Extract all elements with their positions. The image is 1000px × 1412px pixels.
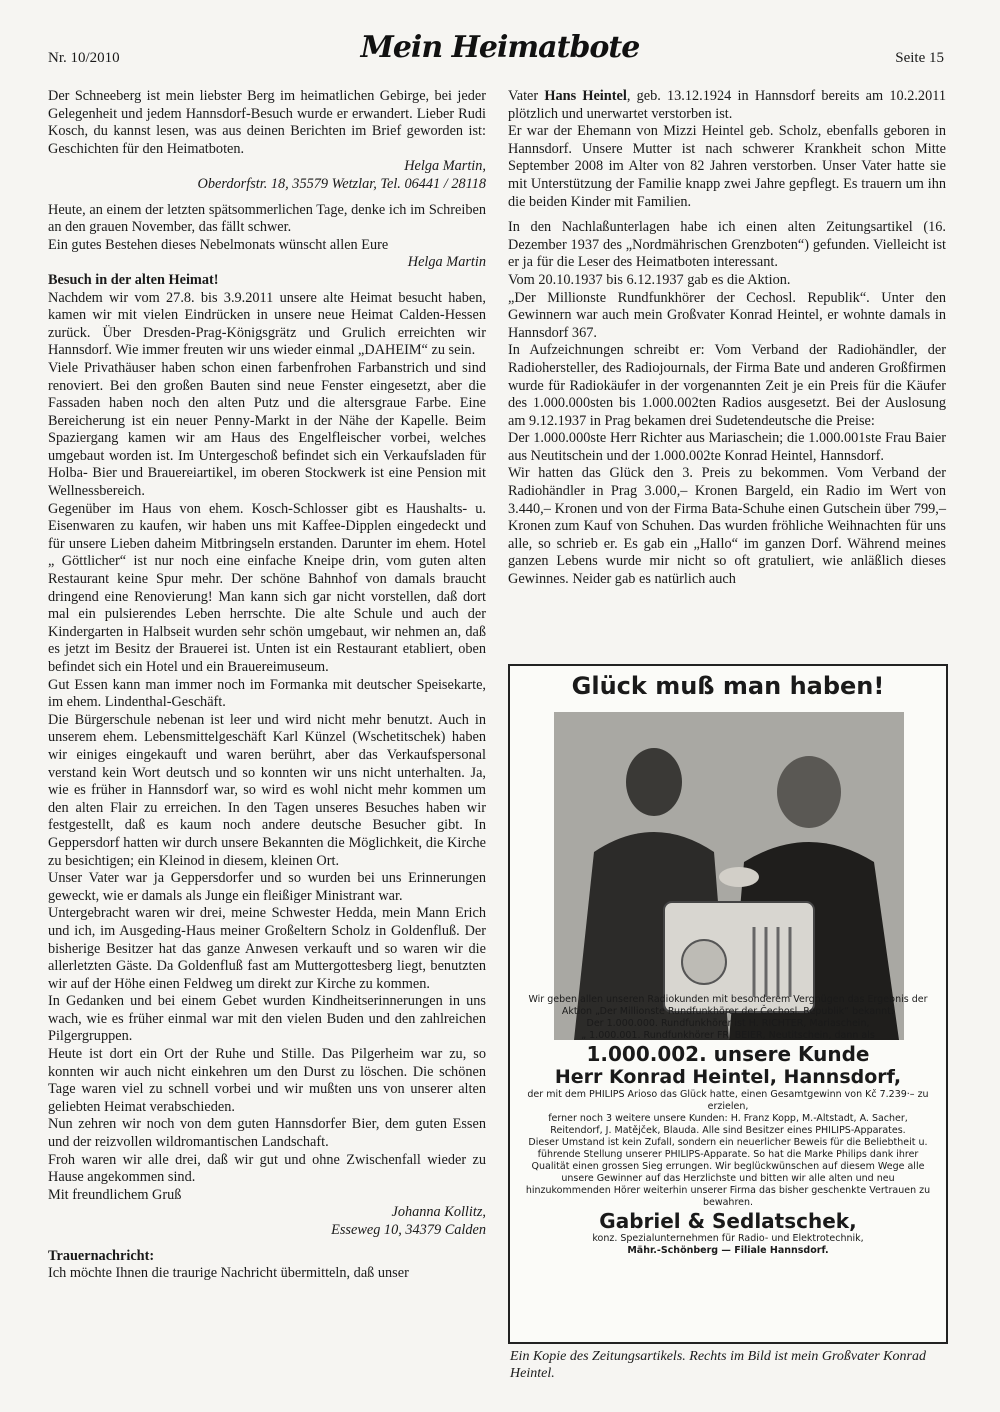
image-caption: Ein Kopie des Zeitungsartikels. Rechts im Bild ist mein Großvater Konrad Heintel. (510, 1349, 926, 1381)
paragraph: Nun zehren wir noch von dem guten Hannsdorfer Bier, dem guten Essen und der reizvollen wildromantischen Landschaft. (48, 1116, 486, 1151)
clipping-title: Glück muß man haben! (571, 672, 885, 700)
paragraph: Viele Privathäuser haben schon einen farbenfrohen Farbanstrich und sind renoviert. Bei den großen Bauten sind neue Fenster eingesetzt, aber die Fassaden haben noch den alten Putz und die altersgraue Farbe. Eine Bereicherung ist ein neuer Penny-Markt in der Nähe der Kapelle. Beim Spaziergang kamen wir am Haus des Engelfleischer vorbei, welches umgebaut worden ist. Im Untergeschoß befindet sich ein Verkaufsladen für Holba- Bier und Brauereiartikel, im oberen Stockwerk ist eine Pension mit Wellnessbereich. (48, 359, 486, 500)
paragraph: In den Nachlaßunterlagen habe ich einen alten Zeitungsartikel (16. Dezember 1937 des „Nordmährischen Grenzboten“) gefunden. Vielleicht ist er ja für die Leser des Heimatboten interessant. (508, 219, 946, 271)
clipping-text: Dieser Umstand ist kein Zufall, sondern ein neuerlicher Beweis für die Beliebtheit u. führende Stellung unserer PHILIPS-Apparate. So hat die Marke Philips dank ihrer Qualität einen grossen Sieg errungen. Wir beglückwünschen auf diesem Wege alle unsere Gewinner auf das Herzlichste und bitten wir alle alten und neu hinzukommenden Hörer weiterhin unserer Firma das bisher geschenkte Vertrauen zu bewahren. (525, 1137, 931, 1208)
clipping-text: Der 1.000.000. Rundfunkhörer ist H. RICHTER, Mariaschein, (586, 1018, 870, 1029)
issue-number: Nr. 10/2010 (48, 50, 120, 66)
signature-name: Johanna Kollitz, (391, 1204, 486, 1221)
paragraph: Ich möchte Ihnen die traurige Nachricht übermitteln, daß unser (48, 1265, 409, 1282)
clipping-text: „ 1.000.001. Rundfunkhörer FR. BEIER, Neutitschein, dann als (581, 1030, 875, 1041)
section-heading: Besuch in der alten Heimat! (48, 271, 219, 288)
clipping-photo (554, 712, 904, 1040)
text-span: Vater (508, 88, 545, 104)
paragraph: Die Bürgerschule nebenan ist leer und wird nicht mehr benutzt. Auch in unserem ehem. Lebensmittelgeschäft Karl Künzel (Wschetitschek) haben wir einiges eingekauft und waren berührt, aber das Verkaufspersonal verstand kein Wort deutsch und so konnten wir uns nicht unterhalten. Ja, wie es früher in Hannsdorf war, so wird es wohl nicht mehr kommen um den alten Flair zu erreichen. In den Tagen unseres Besuches haben wir festgestellt, daß es kaum noch andere deutsche Besucher gibt. In Geppersdorf hatten wir durch unsere Bekannten die Möglichkeit, die Kirche zu besichtigen; ein Kleinod in diesem, kleinen Ort. (48, 711, 486, 869)
signature-address: Oberdorfstr. 18, 35579 Wetzlar, Tel. 06441 / 28118 (197, 175, 486, 192)
text-span: , geb. 13.12.1924 in Hannsdorf bereits am 10.2.2011 plötzlich und unerwartet verstorben ist. (508, 88, 946, 122)
paragraph: Ein gutes Bestehen dieses Nebelmonats wünscht allen Eure (48, 236, 389, 253)
paragraph: Wir hatten das Glück den 3. Preis zu bekommen. Vom Verband der Radiohändler in Prag 3.000,– Kronen Bargeld, ein Radio im Wert von 3.440,– Kronen und von der Firma Bata-Schuhe einen Gutschein über 799,– Kronen zum Kauf von Schuhen. Das wurden fröhliche Weihnachten für uns alle, so schrieb er. Es gab ein „Hallo“ im ganzen Dorf. Während meines ganzen Lebens wurde mir nicht so oft gratuliert, wie anläßlich dieses Gewinnes. Neider gab es natürlich auch (508, 465, 946, 588)
clipping-text: Mähr.-Schönberg — Filiale Hannsdorf. (627, 1245, 829, 1256)
clipping-headline: Herr Konrad Heintel, Hannsdorf, (554, 1066, 902, 1088)
masthead-logo: Mein Heimatbote (360, 30, 640, 65)
clipping-text: der mit dem PHILIPS Arioso das Glück hatte, einen Gesamtgewinn von Kč 7.239·– zu erzielen, (527, 1089, 929, 1112)
paragraph: Er war der Ehemann von Mizzi Heintel geb. Scholz, ebenfalls geboren in Hannsdorf. Unsere Mutter ist nach schwerer Krankheit schon Mitte September 2008 im Alter von 82 Jahren verstorben. Unser Vater hatte sie mit Unterstützung der Familie knapp zwei Jahre gepflegt. Es trauern um ihn die beiden Kinder mit Familien. (508, 123, 946, 210)
signature-address: Esseweg 10, 34379 Calden (331, 1222, 486, 1238)
greeting: Mit freundlichem Gruß (48, 1186, 182, 1203)
clipping-firm: Gabriel & Sedlatschek, (599, 1209, 857, 1233)
paragraph: Der 1.000.000ste Herr Richter aus Mariaschein; die 1.000.001ste Frau Baier aus Neutitschein und der 1.000.002te Konrad Heintel, Hannsdorf. (508, 430, 946, 464)
left-column (48, 88, 486, 1283)
signature-name: Helga Martin, (404, 158, 486, 175)
clipping-body (524, 994, 932, 1257)
paragraph: Heute ist dort ein Ort der Ruhe und Stille. Das Pilgerheim war zu, so konnten wir auch nicht einkehren um den Durst zu löschen. Die schönen Tage waren viel zu schnell vorbei und wir mußten uns von unserer alten geliebten Heimat verabschieden. (48, 1046, 486, 1115)
name-highlight: Hans Heintel (544, 88, 627, 104)
clipping-text: ferner noch 3 weitere unsere Kunden: H. Franz Kopp, M.-Altstadt, A. Sacher, Reitendorf, J. Matějček, Blauda. Alle sind Besitzer eines PHILIPS-Apparates. (548, 1113, 908, 1136)
right-column (508, 88, 946, 589)
paragraph (508, 88, 946, 123)
paragraph: In Aufzeichnungen schreibt er: Vom Verband der Radiohändler, der Radiohersteller, des Radiojournals, der Firma Bate und anderen Großfirmen wurde für Radiokäufer in der vorgenannten Zeit je ein Preis für die Käufer des 1.000.000sten bis 1.000.002ten Radios ausgesetzt. Bei der Auslosung am 9.12.1937 in Prag bekamen drei Sudetendeutsche die Preise: (508, 342, 946, 429)
section-heading: Trauernachricht: (48, 1247, 155, 1264)
paragraph: Gegenüber im Haus von ehem. Kosch-Schlosser gibt es Haushalts- u. Eisenwaren zu kaufen, wir haben uns mit Kaffee-Dipplen eingedeckt und für unsere Lieben daheim Mitbringseln erstanden. Darunter im ehem. Hotel „ Göttlicher“ ist nur noch eine einfache Kneipe drin, vom guten alten Restaurant keine Spur mehr. Der schöne Bahnhof von damals braucht dringend eine Renovierung! Man kann sich gar nicht vorstellen, daß dort mal ein pulsierendes Leben herrschte. Die alte Schule und auch der Kindergarten in Halbseit wurden sehr schön umgebaut, wir nehmen an, daß es jetzt im Besitz der Brauerei ist. Unten ist ein Restaurant etabliert, oben befindet sich ein Hotel und ein Brauereimuseum. (48, 500, 486, 675)
paragraph: Froh waren wir alle drei, daß wir gut und ohne Zwischenfall wieder zu Hause angekommen sind. (48, 1151, 486, 1186)
paragraph: Gut Essen kann man immer noch im Formanka mit deutscher Speisekarte, im ehem. Lindenthal-Geschäft. (48, 676, 486, 711)
paragraph: In Gedanken und bei einem Gebet wurden Kindheitserinnerungen in uns wach, wie es früher einmal war mit den vielen Buden und den zahlreichen Pilgergruppen. (48, 993, 486, 1045)
paragraph: Vom 20.10.1937 bis 6.12.1937 gab es die Aktion. (508, 271, 791, 288)
paragraph: Unser Vater war ja Geppersdorfer und so wurden bei uns Erinnerungen geweckt, wie er damals als Junge ein fleißiger Ministrant war. (48, 870, 486, 904)
newspaper-clipping (508, 664, 948, 1344)
paragraph: Untergebracht waren wir drei, meine Schwester Hedda, mein Mann Erich und ich, im Ausgeding-Haus meiner Großeltern Scholz in Goldenfluß. Der bisherige Besitzer hat das ganze Anwesen verkauft und so waren wir die allerletzten Gäste. Da Goldenfluß fast am Muttergottesberg liegt, benutzten wir auf der Höhe einen Feldweg um direkt zur Kirche zu kommen. (48, 905, 486, 992)
paragraph: Nachdem wir vom 27.8. bis 3.9.2011 unsere alte Heimat besucht haben, kamen wir mit vielen Eindrücken in unsere neue Heimat Calden-Hessen zurück. Über Dresden-Prag-Königsgrätz und Grulich erreichten wir Hannsdorf. Wie immer freuten wir uns wieder einmal „DAHEIM“ zu sein. (48, 289, 486, 359)
paragraph: Heute, an einem der letzten spätsommerlichen Tage, denke ich im Schreiben an den grauen November, das fällt schwer. (48, 201, 486, 236)
page-number: Seite 15 (895, 50, 944, 66)
clipping-text: konz. Spezialunternehmen für Radio- und Elektrotechnik, (592, 1233, 864, 1244)
paragraph: „Der Millionste Rundfunkhörer der Cechosl. Republik“. Unter den Gewinnern war auch mein Großvater Konrad Heintel, er wohnte damals in Hannsdorf 367. (508, 289, 946, 341)
signature-name: Helga Martin (407, 254, 486, 271)
paragraph: Der Schneeberg ist mein liebster Berg im heimatlichen Gebirge, bei jeder Gelegenheit und jedem Hannsdorf-Besuch wurde er erwandert. Lieber Rudi Kosch, du kannst lesen, was aus deinen Berichten im Brief geworden ist: Geschichten für den Heimatboten. (48, 88, 486, 157)
clipping-text: Wir geben allen unseren Radiokunden mit besonderem Vergnügen das Ergebnis der Aktion „Der Millionste Rundfunkhörer der Čechosl. Republik“ bekannt: (528, 994, 928, 1017)
clipping-headline: 1.000.002. unsere Kunde (586, 1042, 870, 1066)
